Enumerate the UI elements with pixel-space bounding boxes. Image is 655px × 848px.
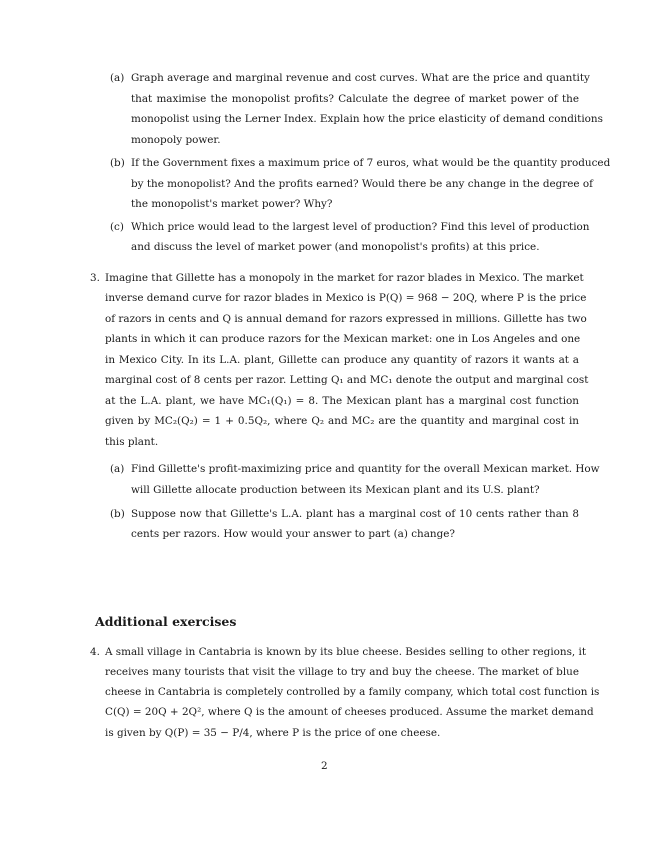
- text-line: of razors in cents and Q is annual demand for razors expressed in millions. Gillette has two: [105, 313, 587, 325]
- page-number: 2: [321, 760, 328, 772]
- item-label: (b): [110, 157, 125, 169]
- text-line: Suppose now that Gillette's L.A. plant has a marginal cost of 10 cents rather than 8: [131, 508, 579, 520]
- question-number: 4.: [90, 646, 100, 658]
- text-line: marginal cost of 8 cents per razor. Letting Q₁ and MC₁ denote the output and marginal cost: [105, 374, 589, 386]
- text-line: Which price would lead to the largest level of production? Find this level of production: [131, 221, 590, 233]
- section-heading: Additional exercises: [95, 614, 237, 629]
- text-line: that maximise the monopolist profits? Calculate the degree of market power of the: [131, 93, 579, 105]
- text-line: Graph average and marginal revenue and cost curves. What are the price and quantity: [131, 72, 590, 84]
- text-line: given by MC₂(Q₂) = 1 + 0.5Q₂, where Q₂ and MC₂ are the quantity and marginal cost in: [105, 415, 579, 427]
- text-line: cheese in Cantabria is completely controlled by a family company, which total cost function is: [105, 686, 600, 698]
- text-line: receives many tourists that visit the village to try and buy the cheese. The market of blue: [105, 666, 579, 678]
- text-line: at the L.A. plant, we have MC₁(Q₁) = 8. The Mexican plant has a marginal cost function: [105, 395, 579, 407]
- text-line: is given by Q(P) = 35 − P/4, where P is the price of one cheese.: [105, 727, 441, 739]
- text-line: Find Gillette's profit-maximizing price and quantity for the overall Mexican market. How: [131, 463, 600, 475]
- question-number: 3.: [90, 272, 100, 284]
- text-line: in Mexico City. In its L.A. plant, Gillette can produce any quantity of razors it wants at a: [105, 354, 579, 366]
- text-line: C(Q) = 20Q + 2Q², where Q is the amount of cheeses produced. Assume the market demand: [105, 706, 594, 718]
- item-label: (a): [110, 463, 125, 475]
- text-line: inverse demand curve for razor blades in Mexico is P(Q) = 968 − 20Q, where P is the price: [105, 292, 587, 304]
- text-line: the monopolist's market power? Why?: [131, 198, 333, 210]
- text-line: cents per razors. How would your answer to part (a) change?: [131, 528, 455, 540]
- text-line: by the monopolist? And the profits earned? Would there be any change in the degree of: [131, 178, 593, 190]
- item-label: (b): [110, 508, 125, 520]
- item-label: (a): [110, 72, 125, 84]
- text-line: and discuss the level of market power (and monopolist's profits) at this price.: [131, 241, 540, 253]
- text-line: this plant.: [105, 436, 159, 448]
- text-line: Imagine that Gillette has a monopoly in the market for razor blades in Mexico. The market: [105, 272, 584, 284]
- text-line: If the Government fixes a maximum price of 7 euros, what would be the quantity produced: [131, 157, 611, 169]
- text-line: will Gillette allocate production between its Mexican plant and its U.S. plant?: [131, 484, 540, 496]
- text-line: plants in which it can produce razors for the Mexican market: one in Los Angeles and one: [105, 333, 581, 345]
- item-label: (c): [110, 221, 124, 233]
- text-line: monopolist using the Lerner Index. Explain how the price elasticity of demand conditions: [131, 113, 603, 125]
- text-line: monopoly power.: [131, 134, 221, 146]
- text-line: A small village in Cantabria is known by its blue cheese. Besides selling to other regions, it: [105, 646, 587, 658]
